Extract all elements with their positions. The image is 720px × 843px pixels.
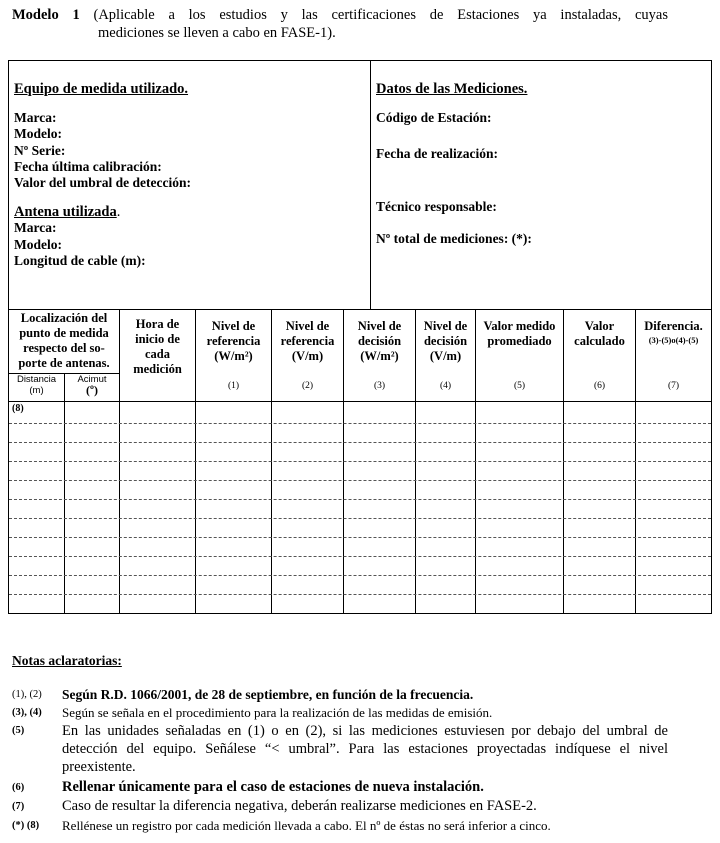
column-header-dec-vm: Nivel de decisión (V/m) bbox=[423, 319, 468, 363]
table-row bbox=[9, 461, 711, 462]
measurements-technician: Técnico responsable: bbox=[376, 198, 497, 214]
column-num-5: (5) bbox=[513, 381, 526, 391]
azimuth-header: Acimut bbox=[77, 374, 107, 385]
note-5 bbox=[12, 722, 668, 776]
note-key: (1), (2) bbox=[12, 689, 42, 700]
column-header-difference: Diferencia. bbox=[644, 319, 703, 333]
table-row bbox=[9, 423, 711, 424]
note-1-2 bbox=[12, 686, 668, 703]
column-header-ref-wm2: Nivel de referencia (W/m²) bbox=[206, 319, 261, 363]
note-key: (3), (4) bbox=[12, 707, 42, 718]
note-6 bbox=[12, 779, 668, 796]
equipment-field-calibration: Fecha última calibración: bbox=[14, 158, 162, 174]
location-header: Localización del punto de medida respecto del so- porte de antenas. bbox=[18, 311, 110, 370]
equipment-field-serial: Nº Serie: bbox=[14, 142, 66, 158]
vertical-divider bbox=[370, 61, 371, 309]
table-row bbox=[9, 518, 711, 519]
note-text: Caso de resultar la diferencia negativa, deberán realizarse mediciones en FASE-2. bbox=[62, 798, 537, 814]
column-header-dec-wm2: Nivel de decisión (W/m²) bbox=[357, 319, 402, 363]
table-row bbox=[9, 499, 711, 500]
measurements-total: Nº total de mediciones: (*): bbox=[376, 230, 532, 246]
antenna-field-model: Modelo: bbox=[14, 236, 62, 252]
note-text: Según R.D. 1066/2001, de 28 de septiembre, en función de la frecuencia. bbox=[62, 687, 474, 702]
measurements-section bbox=[376, 81, 706, 247]
azimuth-unit: (º) bbox=[86, 383, 98, 397]
column-header-difference-formula: (3)-(5)o(4)-(5) bbox=[648, 335, 699, 345]
table-row bbox=[9, 480, 711, 481]
column-num-3: (3) bbox=[373, 381, 386, 391]
measurements-station-code: Código de Estación: bbox=[376, 110, 492, 126]
note-key: (*) (8) bbox=[12, 820, 40, 831]
measurements-table bbox=[9, 309, 711, 613]
antenna-field-brand: Marca: bbox=[14, 220, 57, 236]
table-header-bottom bbox=[9, 401, 711, 402]
column-header-start-time: Hora de inicio de cada medición bbox=[133, 317, 182, 376]
model-label: Modelo 1 bbox=[12, 7, 80, 23]
equipment-section bbox=[14, 81, 364, 269]
equipment-field-model: Modelo: bbox=[14, 126, 62, 142]
note-text: Según se señala en el procedimiento para la realización de las medidas de emisión. bbox=[62, 705, 493, 720]
notes-title: Notas aclaratorias: bbox=[12, 653, 122, 668]
header bbox=[12, 6, 668, 42]
note-key: (5) bbox=[12, 725, 25, 736]
table-row bbox=[9, 442, 711, 443]
equipment-field-threshold: Valor del umbral de detección: bbox=[14, 175, 191, 191]
column-num-6: (6) bbox=[593, 381, 606, 391]
column-num-7: (7) bbox=[667, 381, 680, 391]
header-text-1: (Aplicable a los estudios y las certificaciones de Estaciones ya instaladas, cuyas bbox=[93, 7, 669, 23]
antenna-field-cable: Longitud de cable (m): bbox=[14, 252, 146, 268]
note-3-4 bbox=[12, 704, 668, 721]
note-text: Rellénese un registro por cada medición llevada a cabo. El nº de éstas no será inferior a cinco. bbox=[62, 818, 551, 833]
note-key: (6) bbox=[12, 782, 25, 793]
note-7 bbox=[12, 798, 668, 815]
measurements-date: Fecha de realización: bbox=[376, 146, 498, 162]
column-num-2: (2) bbox=[301, 381, 314, 391]
antenna-title-dot: . bbox=[116, 204, 121, 221]
note-key: (7) bbox=[12, 801, 25, 812]
form-box bbox=[8, 60, 712, 614]
column-header-measured: Valor medido promediado bbox=[483, 319, 556, 348]
column-num-4: (4) bbox=[439, 381, 452, 391]
distance-header: Distancia (m) bbox=[16, 374, 57, 396]
equipment-field-brand: Marca: bbox=[14, 110, 57, 126]
table-row bbox=[9, 594, 711, 595]
antenna-title: Antena utilizada bbox=[14, 204, 117, 221]
table-row bbox=[9, 575, 711, 576]
note-text: En las unidades señaladas en (1) o en (2), si las mediciones estuviesen por debajo del umbral de detección del equipo. Señálese “< umbral”. Para las estaciones proyectadas indíquese el nivel preexistente. bbox=[62, 723, 668, 775]
equipment-title: Equipo de medida utilizado. bbox=[14, 81, 189, 97]
notes-section bbox=[12, 653, 668, 833]
column-num-1: (1) bbox=[227, 381, 240, 391]
table-row bbox=[9, 556, 711, 557]
column-header-calculated: Valor calculado bbox=[574, 319, 625, 348]
header-line-1 bbox=[12, 6, 668, 24]
note-8 bbox=[12, 817, 668, 834]
column-header-ref-vm: Nivel de referencia (V/m) bbox=[280, 319, 335, 363]
measurements-title: Datos de las Mediciones. bbox=[376, 81, 528, 97]
table-row bbox=[9, 537, 711, 538]
note-text: Rellenar únicamente para el caso de estaciones de nueva instalación. bbox=[62, 779, 484, 795]
header-line-2: mediciones se lleven a cabo en FASE-1). bbox=[98, 25, 336, 41]
row-marker: (8) bbox=[12, 403, 24, 414]
